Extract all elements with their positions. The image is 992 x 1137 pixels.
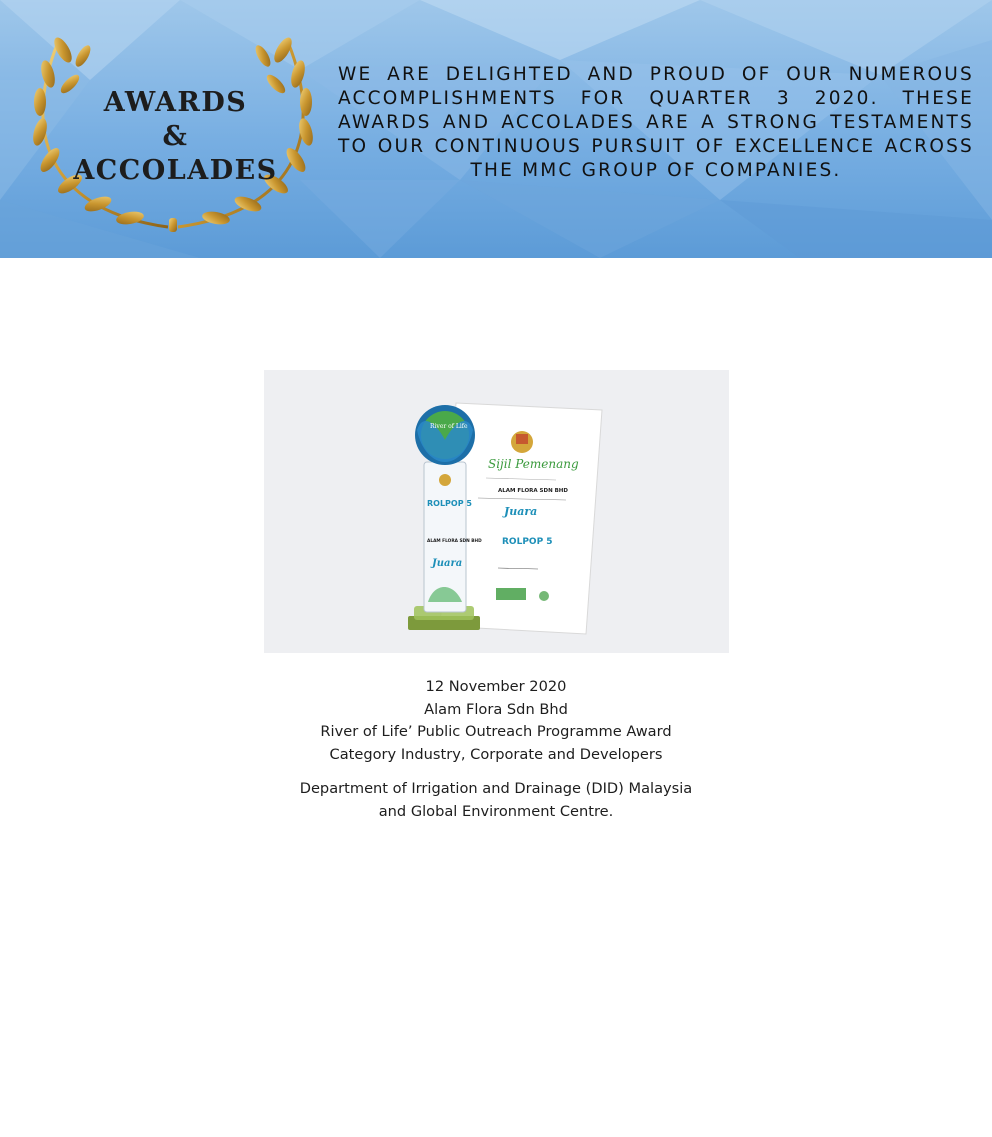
- badge-line-1: AWARDS: [103, 87, 248, 118]
- award-organizer-line-2: and Global Environment Centre.: [378, 802, 614, 820]
- award-date: 12 November 2020: [425, 678, 567, 695]
- caption-spacer: [246, 766, 746, 778]
- certificate-event: ROLPOP 5: [502, 537, 553, 547]
- trophy-and-certificate-image: [264, 370, 729, 653]
- award-name: River of Life’ Public Outreach Programme Award: [320, 723, 672, 741]
- award-category: Category Industry, Corporate and Developers: [329, 745, 663, 763]
- award-caption: [246, 676, 746, 824]
- trophy-title: Juara: [432, 558, 463, 569]
- badge-line-2: & ACCOLADES: [73, 121, 278, 186]
- award-company: Alam Flora Sdn Bhd: [424, 700, 568, 718]
- certificate-title: Juara: [504, 505, 538, 518]
- award-photo: [264, 370, 729, 653]
- awards-badge-title: [58, 86, 293, 188]
- intro-text: WE ARE DELIGHTED AND PROUD OF OUR NUMEROUS ACCOMPLISHMENTS FOR QUARTER 3 2020. THESE AWARDS AND ACCOLADES ARE A STRONG TESTAMENTS TO OUR CONTINUOUS PURSUIT OF EXCELLENCE ACROSS THE MMC GROUP OF COMPANIES.: [338, 64, 974, 181]
- certificate-recipient: ALAM FLORA SDN BHD: [498, 488, 568, 494]
- trophy-recipient: ALAM FLORA SDN BHD: [427, 539, 482, 544]
- header-banner: [0, 0, 992, 258]
- trophy-top-label: River of Life: [430, 423, 468, 430]
- certificate-heading: Sijil Pemenang: [488, 457, 579, 471]
- trophy-event: ROLPOP 5: [427, 499, 472, 508]
- award-organizer-line-1: Department of Irrigation and Drainage (DID) Malaysia: [299, 780, 693, 798]
